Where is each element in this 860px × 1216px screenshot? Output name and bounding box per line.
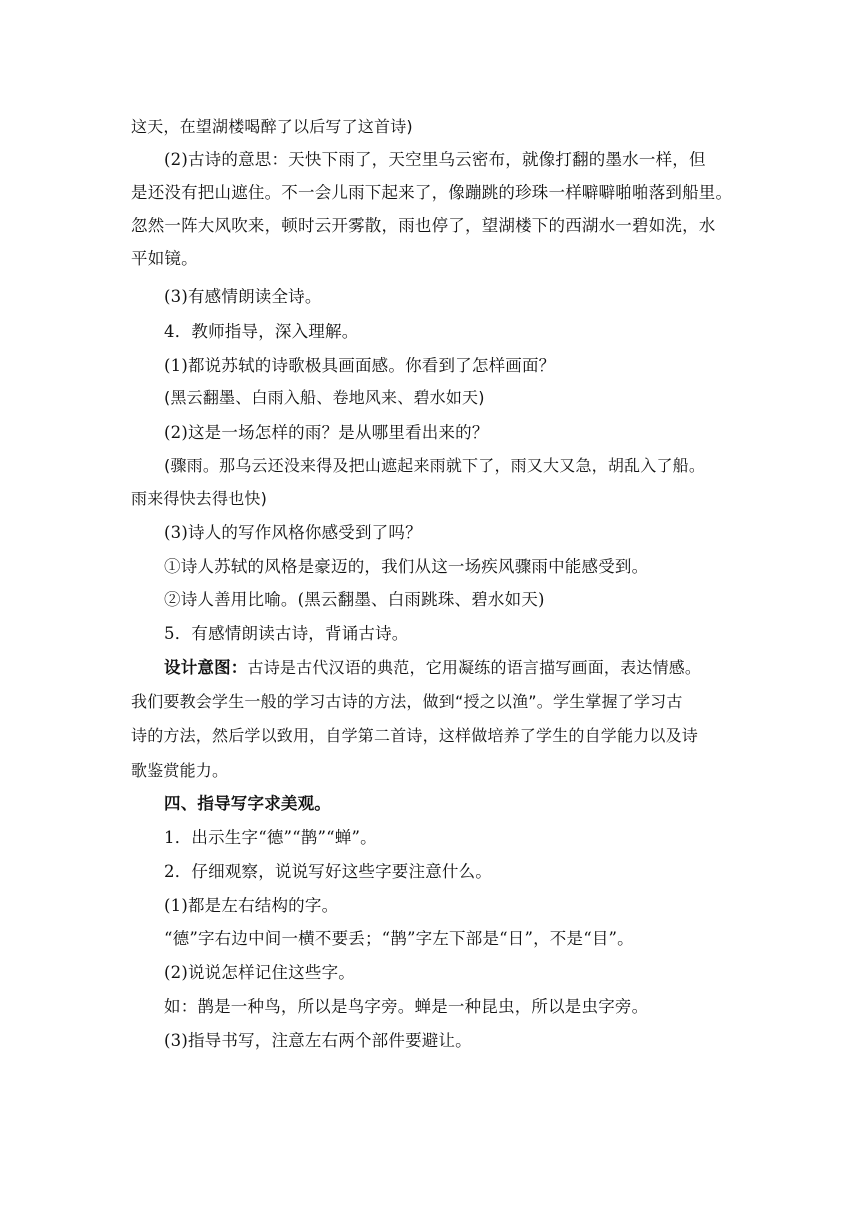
text-line-13: (3)诗人的写作风格你感受到了吗？ <box>164 523 422 542</box>
text-line-9: (黑云翻墨、白雨入船、卷地风来、碧水如天) <box>164 388 485 407</box>
text-line-14: ①诗人苏轼的风格是豪迈的，我们从这一场疾风骤雨中能感受到。 <box>164 557 649 576</box>
text-line-20: 歌鉴赏能力。 <box>131 761 229 780</box>
text-line-1: 这天，在望湖楼喝醉了以后写了这首诗) <box>131 117 413 136</box>
text-line-17 <box>0 653 860 683</box>
text-line-25: “德”字右边中间一横不要丢；“鹊”字左下部是“日”，不是“目”。 <box>164 929 634 948</box>
text-line-2: (2)古诗的意思：天快下雨了，天空里乌云密布，就像打翻的墨水一样，但 <box>164 150 706 169</box>
text-line-6: (3)有感情朗读全诗。 <box>164 287 322 306</box>
text-line-18: 我们要教会学生一般的学习古诗的方法，做到“授之以渔”。学生掌握了学习古 <box>131 692 683 711</box>
text-line-28: (3)指导书写，注意左右两个部件要避让。 <box>164 1031 472 1050</box>
text-line-15: ②诗人善用比喻。(黑云翻墨、白雨跳珠、碧水如天) <box>164 590 545 609</box>
text-line-19: 诗的方法，然后学以致用，自学第二首诗，这样做培养了学生的自学能力以及诗 <box>131 726 699 745</box>
text-line-10: (2)这是一场怎样的雨？是从哪里看出来的？ <box>164 423 489 442</box>
design-intent-text: 古诗是古代汉语的典范，它用凝练的语言描写画面，表达情感。 <box>247 658 702 677</box>
text-line-12: 雨来得快去得也快) <box>131 489 268 508</box>
text-line-5: 平如镜。 <box>131 249 198 268</box>
text-line-4: 忽然一阵大风吹来，顿时云开雾散，雨也停了，望湖楼下的西湖水一碧如洗，水 <box>131 216 716 235</box>
text-line-7: 4．教师指导，深入理解。 <box>164 322 359 341</box>
text-line-23: 2．仔细观察，说说写好这些字要注意什么。 <box>164 862 492 881</box>
text-line-11: (骤雨。那乌云还没来得及把山遮起来雨就下了，雨又大又急，胡乱入了船。 <box>164 456 706 475</box>
text-line-24: (1)都是左右结构的字。 <box>164 896 339 915</box>
text-line-16: 5．有感情朗读古诗，背诵古诗。 <box>164 624 409 643</box>
section-heading: 四、指导写字求美观。 <box>164 794 331 813</box>
design-intent-label: 设计意图： <box>164 658 248 677</box>
text-line-27: 如：鹊是一种鸟，所以是鸟字旁。蝉是一种昆虫，所以是虫字旁。 <box>164 997 649 1016</box>
text-line-8: (1)都说苏轼的诗歌极具画面感。你看到了怎样画面？ <box>164 356 556 375</box>
text-line-26: (2)说说怎样记住这些字。 <box>164 963 355 982</box>
text-line-3: 是还没有把山遮住。不一会儿雨下起来了，像蹦跳的珍珠一样噼噼啪啪落到船里。 <box>131 183 733 202</box>
text-line-22: 1．出示生字“德”“鹊”“蝉”。 <box>164 828 377 847</box>
